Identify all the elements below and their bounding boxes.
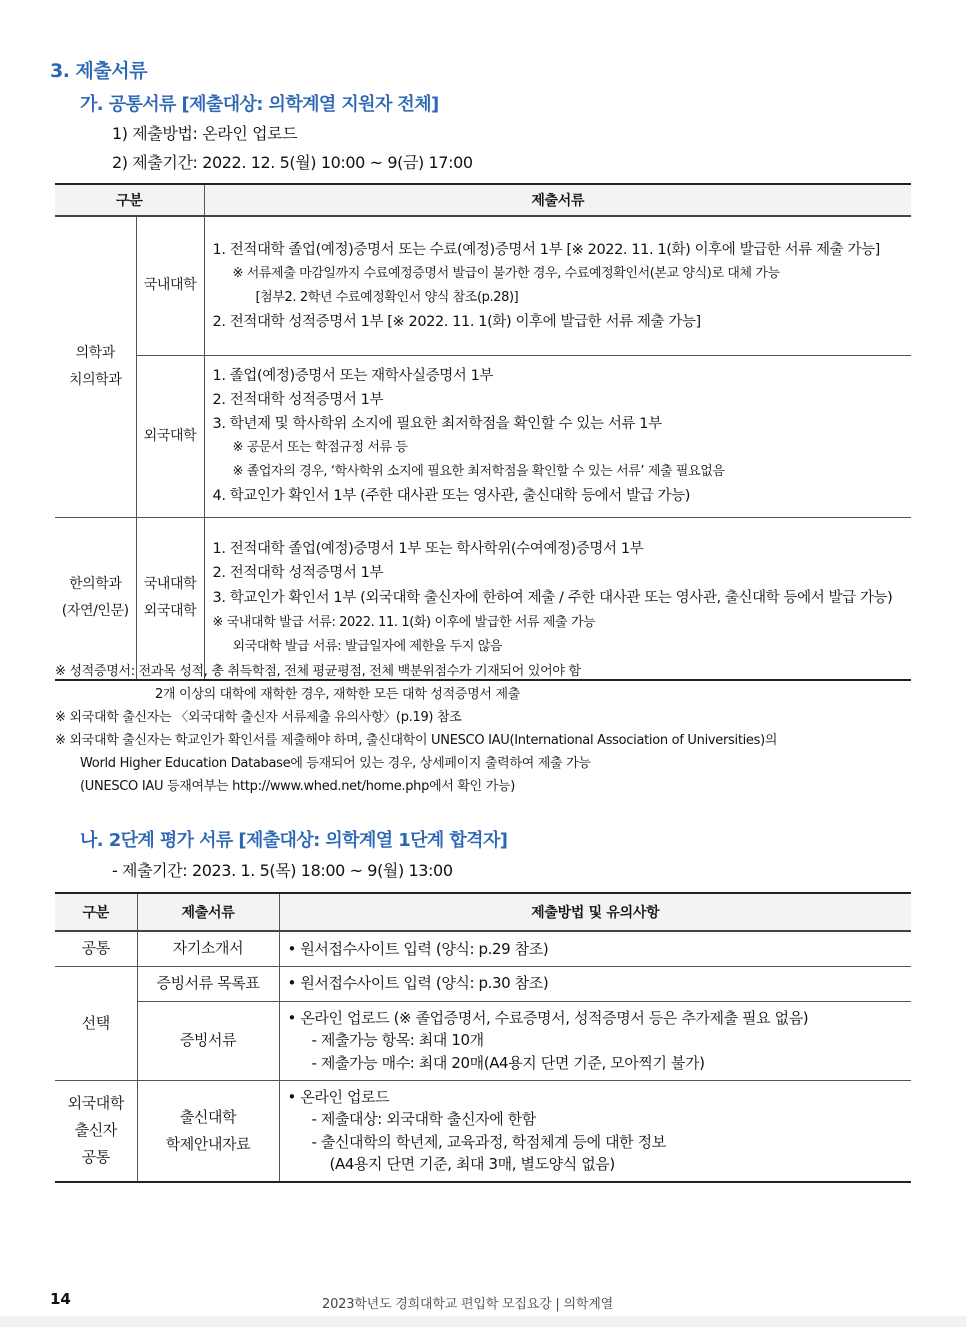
- doc-evidence: 증빙서류: [137, 1001, 279, 1080]
- common-documents-table: [55, 183, 911, 681]
- subsection-heading-ga: 가. 공통서류 [제출대상: 의학계열 지원자 전체]: [80, 94, 439, 115]
- table-row: [55, 355, 911, 517]
- foreign-docs: 1. 졸업(예정)증명서 또는 재학사실증명서 1부 2. 전적대학 성적증명서 1부 3. 학년제 및 학사학위 소지에 필요한 최저학점을 확인할 수 있는 서류 1부 ※ 공문서 또는 학점규정 서류 등 ※ 졸업자의 경우, ‘학사학위 소지에 필요한 최저학점을 확인할 수 있는 서류’ 제출 필요없음 4. 학교인가 확인서 1부 (주한 대사관 또는 영사관, 출신대학 등에서 발급 가능): [204, 355, 911, 517]
- foreign-label: 외국대학: [136, 355, 204, 517]
- page-bottom-band: [0, 1316, 966, 1327]
- category-foreign: 외국대학 출신자 공통: [55, 1080, 137, 1182]
- category-common: 공통: [55, 931, 137, 966]
- table-row: [55, 216, 911, 355]
- method-evidence-list: • 원서접수사이트 입력 (양식: p.30 참조): [279, 966, 911, 1001]
- submission-method: 1) 제출방법: 온라인 업로드: [112, 124, 298, 143]
- method-evidence: • 온라인 업로드 (※ 졸업증명서, 수료증명서, 성적증명서 등은 추가제출 필요 없음) - 제출가능 항목: 최대 10개 - 제출가능 매수: 최대 20매(A4용지 단면 기준, 모아찍기 불가): [279, 1001, 911, 1080]
- table-header-row: [55, 184, 911, 216]
- doc-academic-system: 출신대학 학제안내자료: [137, 1080, 279, 1182]
- table-row: [55, 931, 911, 966]
- note-line: ※ 성적증명서: 전과목 성적, 총 취득학점, 전체 평균평점, 전체 백분위점수가 기재되어 있어야 함: [55, 664, 581, 679]
- stage2-documents-table: [55, 892, 911, 1183]
- group-medicine: 의학과 치의학과: [55, 216, 136, 517]
- group-oriental-medicine: 한의학과 (자연/인문): [55, 517, 136, 680]
- header-method: 제출방법 및 유의사항: [279, 893, 911, 931]
- method-foreign: • 온라인 업로드 - 제출대상: 외국대학 출신자에 한함 - 출신대학의 학년제, 교육과정, 학점체계 등에 대한 정보 (A4용지 단면 기준, 최대 3매, 별도양식 없음): [279, 1080, 911, 1182]
- header-documents: 제출서류: [204, 184, 911, 216]
- table-row: [55, 966, 911, 1001]
- oriental-medicine-docs: 1. 전적대학 졸업(예정)증명서 1부 또는 학사학위(수여예정)증명서 1부 2. 전적대학 성적증명서 1부 3. 학교인가 확인서 1부 (외국대학 출신자에 한하여 제출 / 주한 대사관 또는 영사관, 출신대학 등에서 발급 가능) ※ 국내대학 발급 서류: 2022. 11. 1(화) 이후에 발급한 서류 제출 가능 외국대학 발급 서류: 발급일자에 제한을 두지 않음: [204, 517, 911, 680]
- table-header-row: [55, 893, 911, 931]
- domestic-docs: 1. 전적대학 졸업(예정)증명서 또는 수료(예정)증명서 1부 [※ 2022. 11. 1(화) 이후에 발급한 서류 제출 가능] ※ 서류제출 마감일까지 수료예정증명서 발급이 불가한 경우, 수료예정확인서(본교 양식)로 대체 가능 [첨부2. 2학년 수료예정확인서 양식 참조(p.28)] 2. 전적대학 성적증명서 1부 [※ 2022. 11. 1(화) 이후에 발급한 서류 제출 가능]: [204, 216, 911, 355]
- note-line: 2개 이상의 대학에 재학한 경우, 재학한 모든 대학 성적증명서 제출: [155, 687, 521, 702]
- section-heading: 3. 제출서류: [50, 60, 147, 82]
- note-line: (UNESCO IAU 등재여부는 http://www.whed.net/home.php에서 확인 가능): [80, 779, 516, 794]
- table-row: [55, 517, 911, 680]
- method-common: • 원서접수사이트 입력 (양식: p.29 참조): [279, 931, 911, 966]
- note-line: ※ 외국대학 출신자는 〈외국대학 출신자 서류제출 유의사항〉(p.19) 참조: [55, 710, 462, 725]
- page-number: 14: [50, 1290, 71, 1308]
- header-category: 구분: [55, 893, 137, 931]
- note-line: World Higher Education Database에 등재되어 있는 경우, 상세페이지 출력하여 제출 가능: [80, 756, 591, 771]
- table-row: [55, 1080, 911, 1182]
- header-documents: 제출서류: [137, 893, 279, 931]
- doc-evidence-list: 증빙서류 목록표: [137, 966, 279, 1001]
- domestic-label: 국내대학: [136, 216, 204, 355]
- table-row: [55, 1001, 911, 1080]
- domestic-foreign-label: 국내대학 외국대학: [136, 517, 204, 680]
- submission-period: 2) 제출기간: 2022. 12. 5(월) 10:00 ~ 9(금) 17:00: [112, 153, 473, 172]
- note-line: ※ 외국대학 출신자는 학교인가 확인서를 제출해야 하며, 출신대학이 UNESCO IAU(International Association of Universities)의: [55, 733, 778, 748]
- footer-title: 2023학년도 경희대학교 편입학 모집요강 | 의학계열: [322, 1297, 613, 1312]
- category-optional: 선택: [55, 966, 137, 1080]
- doc-self-intro: 자기소개서: [137, 931, 279, 966]
- subsection-heading-na: 나. 2단계 평가 서류 [제출대상: 의학계열 1단계 합격자]: [80, 830, 508, 851]
- submission-period-2: - 제출기간: 2023. 1. 5(목) 18:00 ~ 9(월) 13:00: [112, 861, 453, 880]
- header-category: 구분: [55, 184, 204, 216]
- notes: [55, 660, 777, 798]
